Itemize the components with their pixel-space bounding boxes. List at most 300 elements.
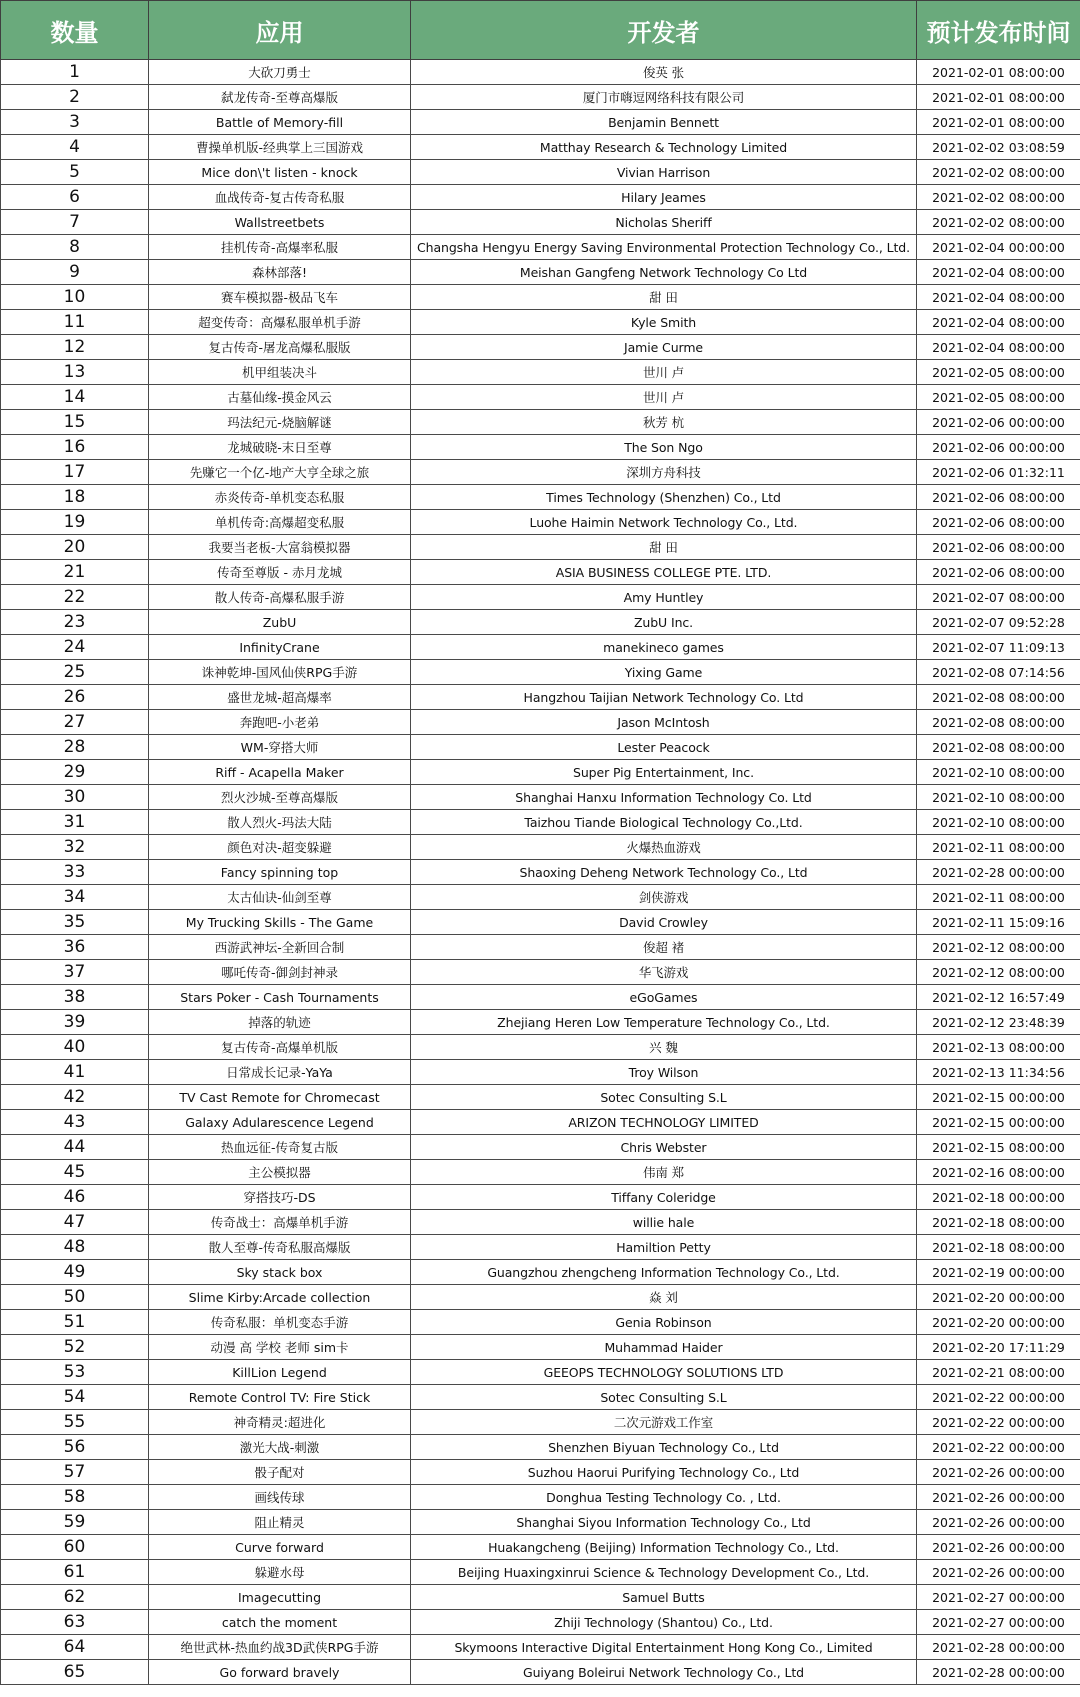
table-row bbox=[1, 1585, 1080, 1610]
table-row bbox=[1, 535, 1080, 560]
developer-cell: Donghua Testing Technology Co. , Ltd. bbox=[411, 1485, 917, 1510]
row-number-cell: 30 bbox=[1, 785, 149, 810]
app-name-cell: 哪吒传奇-御剑封神录 bbox=[149, 960, 411, 985]
app-name-cell: 动漫 高 学校 老师 sim卡 bbox=[149, 1335, 411, 1360]
developer-cell: 秋芳 杭 bbox=[411, 410, 917, 435]
row-number-cell: 59 bbox=[1, 1510, 149, 1535]
app-name-cell: 日常成长记录-YaYa bbox=[149, 1060, 411, 1085]
table-row bbox=[1, 735, 1080, 760]
developer-cell: Zhejiang Heren Low Temperature Technology Co., Ltd. bbox=[411, 1010, 917, 1035]
app-name-cell: 烈火沙城-至尊高爆版 bbox=[149, 785, 411, 810]
table-row bbox=[1, 260, 1080, 285]
table-row bbox=[1, 585, 1080, 610]
developer-cell: 伟南 郑 bbox=[411, 1160, 917, 1185]
release-time-cell: 2021-02-04 08:00:00 bbox=[917, 335, 1080, 360]
release-time-cell: 2021-02-26 00:00:00 bbox=[917, 1510, 1080, 1535]
app-name-cell: 机甲组装决斗 bbox=[149, 360, 411, 385]
row-number-cell: 9 bbox=[1, 260, 149, 285]
column-header-release-time: 预计发布时间 bbox=[917, 1, 1080, 60]
app-name-cell: 颜色对决-超变躲避 bbox=[149, 835, 411, 860]
table-row bbox=[1, 485, 1080, 510]
row-number-cell: 58 bbox=[1, 1485, 149, 1510]
table-row bbox=[1, 1660, 1080, 1685]
row-number-cell: 15 bbox=[1, 410, 149, 435]
developer-cell: Luohe Haimin Network Technology Co., Ltd. bbox=[411, 510, 917, 535]
release-time-cell: 2021-02-18 00:00:00 bbox=[917, 1185, 1080, 1210]
release-time-cell: 2021-02-20 17:11:29 bbox=[917, 1335, 1080, 1360]
row-number-cell: 60 bbox=[1, 1535, 149, 1560]
release-time-cell: 2021-02-28 00:00:00 bbox=[917, 1635, 1080, 1660]
app-name-cell: Slime Kirby:Arcade collection bbox=[149, 1285, 411, 1310]
app-name-cell: KillLion Legend bbox=[149, 1360, 411, 1385]
table-row bbox=[1, 610, 1080, 635]
table-row bbox=[1, 685, 1080, 710]
developer-cell: Chris Webster bbox=[411, 1135, 917, 1160]
developer-cell: Shanghai Hanxu Information Technology Co. Ltd bbox=[411, 785, 917, 810]
release-time-cell: 2021-02-07 11:09:13 bbox=[917, 635, 1080, 660]
developer-cell: Sotec Consulting S.L bbox=[411, 1085, 917, 1110]
app-name-cell: 森林部落! bbox=[149, 260, 411, 285]
table-row bbox=[1, 460, 1080, 485]
developer-cell: Vivian Harrison bbox=[411, 160, 917, 185]
row-number-cell: 41 bbox=[1, 1060, 149, 1085]
table-row bbox=[1, 385, 1080, 410]
table-row bbox=[1, 160, 1080, 185]
row-number-cell: 50 bbox=[1, 1285, 149, 1310]
table-row bbox=[1, 1485, 1080, 1510]
table-row bbox=[1, 1460, 1080, 1485]
table-row bbox=[1, 1385, 1080, 1410]
table-row bbox=[1, 760, 1080, 785]
table-row bbox=[1, 1160, 1080, 1185]
row-number-cell: 27 bbox=[1, 710, 149, 735]
developer-cell: Beijing Huaxingxinrui Science & Technology Development Co., Ltd. bbox=[411, 1560, 917, 1585]
developer-cell: Hangzhou Taijian Network Technology Co. Ltd bbox=[411, 685, 917, 710]
developer-cell: Amy Huntley bbox=[411, 585, 917, 610]
app-name-cell: Sky stack box bbox=[149, 1260, 411, 1285]
app-name-cell: 散人至尊-传奇私服高爆版 bbox=[149, 1235, 411, 1260]
release-time-cell: 2021-02-06 00:00:00 bbox=[917, 410, 1080, 435]
row-number-cell: 53 bbox=[1, 1360, 149, 1385]
developer-cell: 火爆热血游戏 bbox=[411, 835, 917, 860]
row-number-cell: 52 bbox=[1, 1335, 149, 1360]
header-row bbox=[1, 1, 1080, 60]
row-number-cell: 31 bbox=[1, 810, 149, 835]
row-number-cell: 10 bbox=[1, 285, 149, 310]
row-number-cell: 46 bbox=[1, 1185, 149, 1210]
app-name-cell: catch the moment bbox=[149, 1610, 411, 1635]
table-row bbox=[1, 1010, 1080, 1035]
developer-cell: The Son Ngo bbox=[411, 435, 917, 460]
app-name-cell: Wallstreetbets bbox=[149, 210, 411, 235]
row-number-cell: 35 bbox=[1, 910, 149, 935]
table-row bbox=[1, 835, 1080, 860]
table-row bbox=[1, 185, 1080, 210]
app-name-cell: Imagecutting bbox=[149, 1585, 411, 1610]
table-row bbox=[1, 235, 1080, 260]
developer-cell: Taizhou Tiande Biological Technology Co.,Ltd. bbox=[411, 810, 917, 835]
row-number-cell: 42 bbox=[1, 1085, 149, 1110]
app-name-cell: Battle of Memory-fill bbox=[149, 110, 411, 135]
table-row bbox=[1, 1560, 1080, 1585]
row-number-cell: 38 bbox=[1, 985, 149, 1010]
row-number-cell: 25 bbox=[1, 660, 149, 685]
app-name-cell: 绝世武林-热血约战3D武侠RPG手游 bbox=[149, 1635, 411, 1660]
table-row bbox=[1, 110, 1080, 135]
table-row bbox=[1, 60, 1080, 85]
developer-cell: Huakangcheng (Beijing) Information Technology Co., Ltd. bbox=[411, 1535, 917, 1560]
developer-cell: 深圳方舟科技 bbox=[411, 460, 917, 485]
developer-cell: ASIA BUSINESS COLLEGE PTE. LTD. bbox=[411, 560, 917, 585]
table-row bbox=[1, 1360, 1080, 1385]
app-name-cell: 骰子配对 bbox=[149, 1460, 411, 1485]
app-name-cell: My Trucking Skills - The Game bbox=[149, 910, 411, 935]
app-name-cell: Mice don\'t listen - knock bbox=[149, 160, 411, 185]
app-name-cell: 弑龙传奇-至尊高爆版 bbox=[149, 85, 411, 110]
table-row bbox=[1, 1535, 1080, 1560]
release-time-cell: 2021-02-22 00:00:00 bbox=[917, 1435, 1080, 1460]
developer-cell: Hilary Jeames bbox=[411, 185, 917, 210]
table-row bbox=[1, 1060, 1080, 1085]
release-time-cell: 2021-02-12 23:48:39 bbox=[917, 1010, 1080, 1035]
developer-cell: Super Pig Entertainment, Inc. bbox=[411, 760, 917, 785]
column-header-developer: 开发者 bbox=[411, 1, 917, 60]
developer-cell: willie hale bbox=[411, 1210, 917, 1235]
developer-cell: 华飞游戏 bbox=[411, 960, 917, 985]
table-row bbox=[1, 660, 1080, 685]
release-time-cell: 2021-02-20 00:00:00 bbox=[917, 1310, 1080, 1335]
developer-cell: 焱 刘 bbox=[411, 1285, 917, 1310]
release-time-cell: 2021-02-26 00:00:00 bbox=[917, 1535, 1080, 1560]
table-row bbox=[1, 910, 1080, 935]
release-time-cell: 2021-02-10 08:00:00 bbox=[917, 810, 1080, 835]
release-time-cell: 2021-02-11 08:00:00 bbox=[917, 885, 1080, 910]
release-time-cell: 2021-02-21 08:00:00 bbox=[917, 1360, 1080, 1385]
row-number-cell: 36 bbox=[1, 935, 149, 960]
row-number-cell: 26 bbox=[1, 685, 149, 710]
release-time-cell: 2021-02-06 08:00:00 bbox=[917, 560, 1080, 585]
app-name-cell: 血战传奇-复古传奇私服 bbox=[149, 185, 411, 210]
app-name-cell: 诛神乾坤-国风仙侠RPG手游 bbox=[149, 660, 411, 685]
release-time-cell: 2021-02-08 08:00:00 bbox=[917, 735, 1080, 760]
release-time-cell: 2021-02-08 08:00:00 bbox=[917, 685, 1080, 710]
developer-cell: Yixing Game bbox=[411, 660, 917, 685]
developer-cell: Guangzhou zhengcheng Information Technology Co., Ltd. bbox=[411, 1260, 917, 1285]
release-time-cell: 2021-02-19 00:00:00 bbox=[917, 1260, 1080, 1285]
table-row bbox=[1, 1135, 1080, 1160]
table-row bbox=[1, 785, 1080, 810]
app-name-cell: Remote Control TV: Fire Stick bbox=[149, 1385, 411, 1410]
developer-cell: Troy Wilson bbox=[411, 1060, 917, 1085]
table-row bbox=[1, 1210, 1080, 1235]
app-name-cell: 画线传球 bbox=[149, 1485, 411, 1510]
table-row bbox=[1, 1635, 1080, 1660]
release-time-cell: 2021-02-20 00:00:00 bbox=[917, 1285, 1080, 1310]
release-time-cell: 2021-02-06 00:00:00 bbox=[917, 435, 1080, 460]
developer-cell: Skymoons Interactive Digital Entertainment Hong Kong Co., Limited bbox=[411, 1635, 917, 1660]
release-time-cell: 2021-02-07 08:00:00 bbox=[917, 585, 1080, 610]
row-number-cell: 61 bbox=[1, 1560, 149, 1585]
row-number-cell: 24 bbox=[1, 635, 149, 660]
release-time-cell: 2021-02-06 08:00:00 bbox=[917, 510, 1080, 535]
row-number-cell: 12 bbox=[1, 335, 149, 360]
row-number-cell: 56 bbox=[1, 1435, 149, 1460]
table-row bbox=[1, 285, 1080, 310]
release-time-cell: 2021-02-12 16:57:49 bbox=[917, 985, 1080, 1010]
release-time-cell: 2021-02-05 08:00:00 bbox=[917, 385, 1080, 410]
developer-cell: Hamiltion Petty bbox=[411, 1235, 917, 1260]
row-number-cell: 19 bbox=[1, 510, 149, 535]
row-number-cell: 20 bbox=[1, 535, 149, 560]
row-number-cell: 47 bbox=[1, 1210, 149, 1235]
release-time-cell: 2021-02-16 08:00:00 bbox=[917, 1160, 1080, 1185]
row-number-cell: 33 bbox=[1, 860, 149, 885]
table-row bbox=[1, 1260, 1080, 1285]
release-time-cell: 2021-02-06 08:00:00 bbox=[917, 535, 1080, 560]
developer-cell: Sotec Consulting S.L bbox=[411, 1385, 917, 1410]
release-time-cell: 2021-02-12 08:00:00 bbox=[917, 960, 1080, 985]
release-time-cell: 2021-02-26 00:00:00 bbox=[917, 1460, 1080, 1485]
app-name-cell: 古墓仙缘-摸金风云 bbox=[149, 385, 411, 410]
app-name-cell: 西游武神坛-全新回合制 bbox=[149, 935, 411, 960]
app-name-cell: Curve forward bbox=[149, 1535, 411, 1560]
table-row bbox=[1, 1310, 1080, 1335]
developer-cell: Kyle Smith bbox=[411, 310, 917, 335]
developer-cell: 世川 卢 bbox=[411, 385, 917, 410]
developer-cell: Zhiji Technology (Shantou) Co., Ltd. bbox=[411, 1610, 917, 1635]
row-number-cell: 51 bbox=[1, 1310, 149, 1335]
developer-cell: 俊超 褚 bbox=[411, 935, 917, 960]
release-time-cell: 2021-02-05 08:00:00 bbox=[917, 360, 1080, 385]
app-name-cell: 主公模拟器 bbox=[149, 1160, 411, 1185]
row-number-cell: 40 bbox=[1, 1035, 149, 1060]
column-header-app: 应用 bbox=[149, 1, 411, 60]
app-name-cell: Go forward bravely bbox=[149, 1660, 411, 1685]
row-number-cell: 32 bbox=[1, 835, 149, 860]
release-time-cell: 2021-02-18 08:00:00 bbox=[917, 1210, 1080, 1235]
row-number-cell: 16 bbox=[1, 435, 149, 460]
app-name-cell: 我要当老板-大富翁模拟器 bbox=[149, 535, 411, 560]
table-body bbox=[1, 60, 1080, 1685]
table-row bbox=[1, 310, 1080, 335]
release-time-cell: 2021-02-27 00:00:00 bbox=[917, 1585, 1080, 1610]
developer-cell: Jamie Curme bbox=[411, 335, 917, 360]
row-number-cell: 57 bbox=[1, 1460, 149, 1485]
release-time-cell: 2021-02-28 00:00:00 bbox=[917, 1660, 1080, 1685]
developer-cell: Lester Peacock bbox=[411, 735, 917, 760]
table-row bbox=[1, 1435, 1080, 1460]
app-name-cell: Stars Poker - Cash Tournaments bbox=[149, 985, 411, 1010]
row-number-cell: 45 bbox=[1, 1160, 149, 1185]
row-number-cell: 28 bbox=[1, 735, 149, 760]
release-time-cell: 2021-02-18 08:00:00 bbox=[917, 1235, 1080, 1260]
table-row bbox=[1, 985, 1080, 1010]
developer-cell: 甜 田 bbox=[411, 535, 917, 560]
app-name-cell: 传奇至尊版 - 赤月龙城 bbox=[149, 560, 411, 585]
developer-cell: Tiffany Coleridge bbox=[411, 1185, 917, 1210]
release-time-cell: 2021-02-15 08:00:00 bbox=[917, 1135, 1080, 1160]
table-row bbox=[1, 360, 1080, 385]
column-header-count: 数量 bbox=[1, 1, 149, 60]
row-number-cell: 54 bbox=[1, 1385, 149, 1410]
row-number-cell: 6 bbox=[1, 185, 149, 210]
app-name-cell: 超变传奇：高爆私服单机手游 bbox=[149, 310, 411, 335]
app-name-cell: 龙城破晓-末日至尊 bbox=[149, 435, 411, 460]
release-time-cell: 2021-02-08 07:14:56 bbox=[917, 660, 1080, 685]
app-name-cell: 挂机传奇-高爆率私服 bbox=[149, 235, 411, 260]
developer-cell: 剑侠游戏 bbox=[411, 885, 917, 910]
table-row bbox=[1, 1110, 1080, 1135]
app-name-cell: 赛车模拟器-极品飞车 bbox=[149, 285, 411, 310]
release-time-cell: 2021-02-02 03:08:59 bbox=[917, 135, 1080, 160]
developer-cell: Suzhou Haorui Purifying Technology Co., Ltd bbox=[411, 1460, 917, 1485]
release-time-cell: 2021-02-26 00:00:00 bbox=[917, 1560, 1080, 1585]
app-name-cell: 神奇精灵:超进化 bbox=[149, 1410, 411, 1435]
table-row bbox=[1, 1410, 1080, 1435]
row-number-cell: 63 bbox=[1, 1610, 149, 1635]
row-number-cell: 65 bbox=[1, 1660, 149, 1685]
developer-cell: 甜 田 bbox=[411, 285, 917, 310]
app-name-cell: 复古传奇-屠龙高爆私服版 bbox=[149, 335, 411, 360]
row-number-cell: 18 bbox=[1, 485, 149, 510]
app-name-cell: Galaxy Adularescence Legend bbox=[149, 1110, 411, 1135]
developer-cell: Genia Robinson bbox=[411, 1310, 917, 1335]
table-row bbox=[1, 135, 1080, 160]
release-time-cell: 2021-02-10 08:00:00 bbox=[917, 760, 1080, 785]
app-name-cell: 穿搭技巧-DS bbox=[149, 1185, 411, 1210]
release-time-cell: 2021-02-01 08:00:00 bbox=[917, 85, 1080, 110]
app-name-cell: WM-穿搭大师 bbox=[149, 735, 411, 760]
table-row bbox=[1, 1185, 1080, 1210]
app-name-cell: 单机传奇:高爆超变私服 bbox=[149, 510, 411, 535]
release-time-cell: 2021-02-28 00:00:00 bbox=[917, 860, 1080, 885]
developer-cell: ARIZON TECHNOLOGY LIMITED bbox=[411, 1110, 917, 1135]
app-name-cell: 散人传奇-高爆私服手游 bbox=[149, 585, 411, 610]
table-row bbox=[1, 335, 1080, 360]
app-name-cell: InfinityCrane bbox=[149, 635, 411, 660]
row-number-cell: 48 bbox=[1, 1235, 149, 1260]
app-name-cell: Riff - Acapella Maker bbox=[149, 760, 411, 785]
app-name-cell: 传奇私服：单机变态手游 bbox=[149, 1310, 411, 1335]
app-name-cell: 躲避水母 bbox=[149, 1560, 411, 1585]
app-name-cell: Fancy spinning top bbox=[149, 860, 411, 885]
developer-cell: Guiyang Boleirui Network Technology Co., Ltd bbox=[411, 1660, 917, 1685]
developer-cell: 俊英 张 bbox=[411, 60, 917, 85]
developer-cell: Muhammad Haider bbox=[411, 1335, 917, 1360]
release-time-cell: 2021-02-04 08:00:00 bbox=[917, 310, 1080, 335]
developer-cell: 厦门市嗨逗网络科技有限公司 bbox=[411, 85, 917, 110]
release-time-cell: 2021-02-13 11:34:56 bbox=[917, 1060, 1080, 1085]
release-time-cell: 2021-02-27 00:00:00 bbox=[917, 1610, 1080, 1635]
developer-cell: Samuel Butts bbox=[411, 1585, 917, 1610]
developer-cell: manekineco games bbox=[411, 635, 917, 660]
release-time-cell: 2021-02-04 00:00:00 bbox=[917, 235, 1080, 260]
developer-cell: Jason McIntosh bbox=[411, 710, 917, 735]
release-time-cell: 2021-02-26 00:00:00 bbox=[917, 1485, 1080, 1510]
release-time-cell: 2021-02-12 08:00:00 bbox=[917, 935, 1080, 960]
app-name-cell: 激光大战-刺激 bbox=[149, 1435, 411, 1460]
row-number-cell: 55 bbox=[1, 1410, 149, 1435]
row-number-cell: 64 bbox=[1, 1635, 149, 1660]
table-row bbox=[1, 560, 1080, 585]
app-name-cell: TV Cast Remote for Chromecast bbox=[149, 1085, 411, 1110]
release-time-cell: 2021-02-15 00:00:00 bbox=[917, 1110, 1080, 1135]
developer-cell: Nicholas Sheriff bbox=[411, 210, 917, 235]
release-time-cell: 2021-02-08 08:00:00 bbox=[917, 710, 1080, 735]
table-row bbox=[1, 885, 1080, 910]
release-time-cell: 2021-02-04 08:00:00 bbox=[917, 285, 1080, 310]
table-row bbox=[1, 1510, 1080, 1535]
row-number-cell: 8 bbox=[1, 235, 149, 260]
release-time-cell: 2021-02-15 00:00:00 bbox=[917, 1085, 1080, 1110]
row-number-cell: 14 bbox=[1, 385, 149, 410]
row-number-cell: 43 bbox=[1, 1110, 149, 1135]
table-row bbox=[1, 510, 1080, 535]
app-name-cell: 散人烈火-玛法大陆 bbox=[149, 810, 411, 835]
row-number-cell: 5 bbox=[1, 160, 149, 185]
row-number-cell: 37 bbox=[1, 960, 149, 985]
row-number-cell: 49 bbox=[1, 1260, 149, 1285]
developer-cell: 二次元游戏工作室 bbox=[411, 1410, 917, 1435]
table-row bbox=[1, 85, 1080, 110]
row-number-cell: 7 bbox=[1, 210, 149, 235]
app-name-cell: 阻止精灵 bbox=[149, 1510, 411, 1535]
release-time-cell: 2021-02-02 08:00:00 bbox=[917, 160, 1080, 185]
table-row bbox=[1, 960, 1080, 985]
table-row bbox=[1, 210, 1080, 235]
row-number-cell: 22 bbox=[1, 585, 149, 610]
row-number-cell: 21 bbox=[1, 560, 149, 585]
developer-cell: Changsha Hengyu Energy Saving Environmental Protection Technology Co., Ltd. bbox=[411, 235, 917, 260]
developer-cell: Matthay Research & Technology Limited bbox=[411, 135, 917, 160]
table-row bbox=[1, 1610, 1080, 1635]
release-time-cell: 2021-02-10 08:00:00 bbox=[917, 785, 1080, 810]
row-number-cell: 39 bbox=[1, 1010, 149, 1035]
table-row bbox=[1, 410, 1080, 435]
app-name-cell: 玛法纪元-烧脑解谜 bbox=[149, 410, 411, 435]
table-row bbox=[1, 1285, 1080, 1310]
app-name-cell: 盛世龙城-超高爆率 bbox=[149, 685, 411, 710]
developer-cell: Shenzhen Biyuan Technology Co., Ltd bbox=[411, 1435, 917, 1460]
row-number-cell: 34 bbox=[1, 885, 149, 910]
developer-cell: David Crowley bbox=[411, 910, 917, 935]
row-number-cell: 3 bbox=[1, 110, 149, 135]
developer-cell: Times Technology (Shenzhen) Co., Ltd bbox=[411, 485, 917, 510]
app-name-cell: 赤炎传奇-单机变态私服 bbox=[149, 485, 411, 510]
developer-cell: 兴 魏 bbox=[411, 1035, 917, 1060]
developer-cell: Shanghai Siyou Information Technology Co., Ltd bbox=[411, 1510, 917, 1535]
release-time-cell: 2021-02-11 08:00:00 bbox=[917, 835, 1080, 860]
row-number-cell: 29 bbox=[1, 760, 149, 785]
table-row bbox=[1, 1335, 1080, 1360]
table-row bbox=[1, 710, 1080, 735]
table-row bbox=[1, 435, 1080, 460]
row-number-cell: 17 bbox=[1, 460, 149, 485]
app-name-cell: ZubU bbox=[149, 610, 411, 635]
app-name-cell: 大砍刀勇士 bbox=[149, 60, 411, 85]
row-number-cell: 4 bbox=[1, 135, 149, 160]
release-time-cell: 2021-02-06 01:32:11 bbox=[917, 460, 1080, 485]
table-row bbox=[1, 810, 1080, 835]
developer-cell: 世川 卢 bbox=[411, 360, 917, 385]
developer-cell: Benjamin Bennett bbox=[411, 110, 917, 135]
release-time-cell: 2021-02-04 08:00:00 bbox=[917, 260, 1080, 285]
table-row bbox=[1, 1235, 1080, 1260]
table-row bbox=[1, 635, 1080, 660]
developer-cell: Meishan Gangfeng Network Technology Co Ltd bbox=[411, 260, 917, 285]
developer-cell: GEEOPS TECHNOLOGY SOLUTIONS LTD bbox=[411, 1360, 917, 1385]
row-number-cell: 1 bbox=[1, 60, 149, 85]
